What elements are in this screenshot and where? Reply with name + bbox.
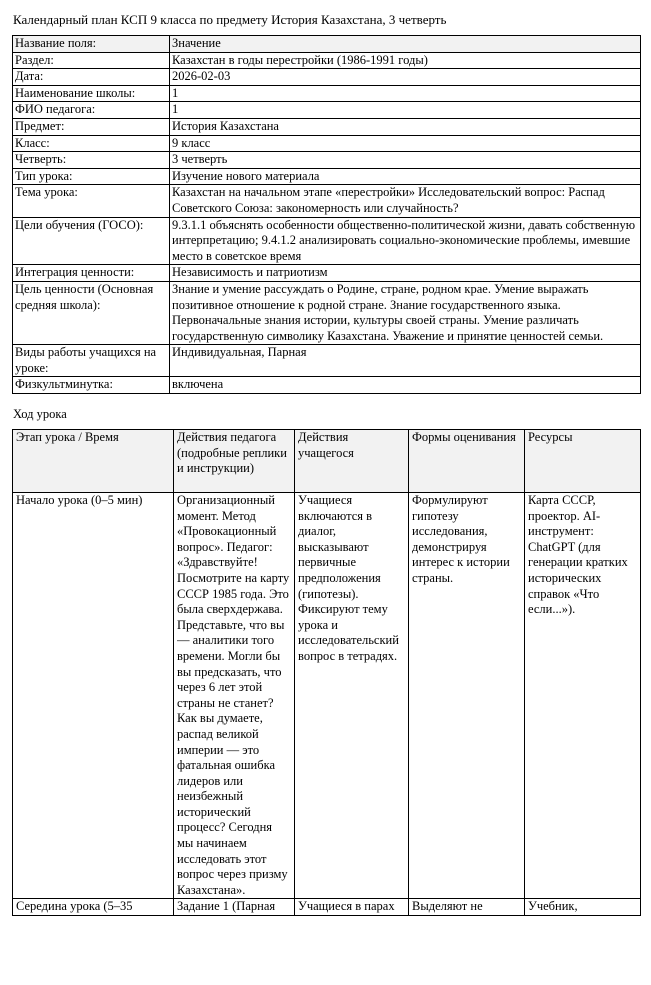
info-row-subject — [13, 118, 641, 135]
info-value: Казахстан на начальном этапе «перестройки» Исследовательский вопрос: Распад Советского Союза: закономерность или случайность? — [170, 185, 641, 217]
info-field: Интеграция ценности: — [13, 265, 170, 282]
info-value: Независимость и патриотизм — [170, 265, 641, 282]
info-value: Изучение нового материала — [170, 168, 641, 185]
plan-teacher-actions — [174, 493, 295, 899]
info-row-topic — [13, 185, 641, 217]
plan-teacher-actions: Задание 1 (Парная — [174, 899, 295, 916]
info-row-lesson-type — [13, 168, 641, 185]
info-field: Тип урока: — [13, 168, 170, 185]
document-title: Календарный план КСП 9 класса по предмету История Казахстана, 3 четверть — [13, 12, 447, 27]
plan-assessment: Формулируют гипотезу исследования, демонстрируя интерес к истории страны. — [409, 493, 525, 899]
plan-assessment: Выделяют не — [409, 899, 525, 916]
plan-header-stage: Этап урока / Время — [13, 430, 174, 493]
info-value: включена — [170, 377, 641, 394]
info-row-class — [13, 135, 641, 152]
plan-header-assessment: Формы оценивания — [409, 430, 525, 493]
plan-resources: Учебник, — [525, 899, 641, 916]
info-value: 2026-02-03 — [170, 69, 641, 86]
info-field: Класс: — [13, 135, 170, 152]
info-row-teacher — [13, 102, 641, 119]
info-value: 1 — [170, 85, 641, 102]
info-field: Цели обучения (ГОСО): — [13, 217, 170, 265]
info-value: 9 класс — [170, 135, 641, 152]
info-row-date — [13, 69, 641, 86]
plan-teacher-text: Организационный момент. Метод «Провокационный вопрос». Педагог: «Здравствуйте! Посмотрите на карту СССР 1985 года. Это была сверхдержава. Представьте, что вы — аналитики того времени. Могли бы вы предсказать, что через 6 лет этой страны не станет? Как вы думаете, распад великой империи — это фатальная ошибка лидеров или неизбежный исторический процесс? Сегодня мы начинаем исследовать этот вопрос через призму Казахстана». — [177, 493, 290, 897]
info-row-value-integration — [13, 265, 641, 282]
plan-stage: Начало урока (0–5 мин) — [13, 493, 174, 899]
info-value: 9.3.1.1 объяснять особенности общественно-политической жизни, давать собственную интерпретацию; 9.4.1.2 анализировать социально-экономические проблемы, имевшие место в советское время — [170, 217, 641, 265]
info-field: Тема урока: — [13, 185, 170, 217]
info-value: Значение — [170, 36, 641, 53]
info-field: Четверть: — [13, 152, 170, 169]
info-field: Виды работы учащихся на уроке: — [13, 345, 170, 377]
plan-student-actions: Учащиеся в парах — [295, 899, 409, 916]
lesson-info-table — [12, 35, 641, 394]
info-field: Название поля: — [13, 36, 170, 53]
info-field: Физкультминутка: — [13, 377, 170, 394]
info-value: Знание и умение рассуждать о Родине, стране, родном крае. Умение выражать позитивное отношение к родной стране. Знание государственного языка. Первоначальные знания истории, культуры своей страны. Умение различать государственную символику Казахстана. Уважение и принятие ценностей семьи. — [170, 281, 641, 344]
info-row-section — [13, 52, 641, 69]
plan-header-student: Действия учащегося — [295, 430, 409, 493]
plan-header-teacher: Действия педагога (подробные реплики и инструкции) — [174, 430, 295, 493]
plan-header-row — [13, 430, 641, 493]
info-row-goals — [13, 217, 641, 265]
plan-row — [13, 899, 641, 916]
lesson-progress-heading: Ход урока — [13, 407, 67, 421]
info-row-work-types — [13, 345, 641, 377]
info-row-value-goal — [13, 281, 641, 344]
info-row-school — [13, 85, 641, 102]
plan-header-resources: Ресурсы — [525, 430, 641, 493]
info-field: Наименование школы: — [13, 85, 170, 102]
plan-resources: Карта СССР, проектор. AI-инструмент: ChatGPT (для генерации кратких исторических справок «Что если...»). — [525, 493, 641, 899]
info-value: История Казахстана — [170, 118, 641, 135]
info-field: Раздел: — [13, 52, 170, 69]
info-field: ФИО педагога: — [13, 102, 170, 119]
info-row-phys-break — [13, 377, 641, 394]
info-value: 3 четверть — [170, 152, 641, 169]
info-row-quarter — [13, 152, 641, 169]
plan-student-actions: Учащиеся включаются в диалог, высказывают первичные предположения (гипотезы). Фиксируют тему урока и исследовательский вопрос в тетрадях. — [295, 493, 409, 899]
info-value: Казахстан в годы перестройки (1986-1991 годы) — [170, 52, 641, 69]
info-value: 1 — [170, 102, 641, 119]
info-field: Предмет: — [13, 118, 170, 135]
info-value: Индивидуальная, Парная — [170, 345, 641, 377]
info-header-row — [13, 36, 641, 53]
info-field: Цель ценности (Основная средняя школа): — [13, 281, 170, 344]
info-field: Дата: — [13, 69, 170, 86]
plan-stage: Середина урока (5–35 — [13, 899, 174, 916]
plan-row — [13, 493, 641, 899]
lesson-plan-table — [12, 429, 641, 916]
